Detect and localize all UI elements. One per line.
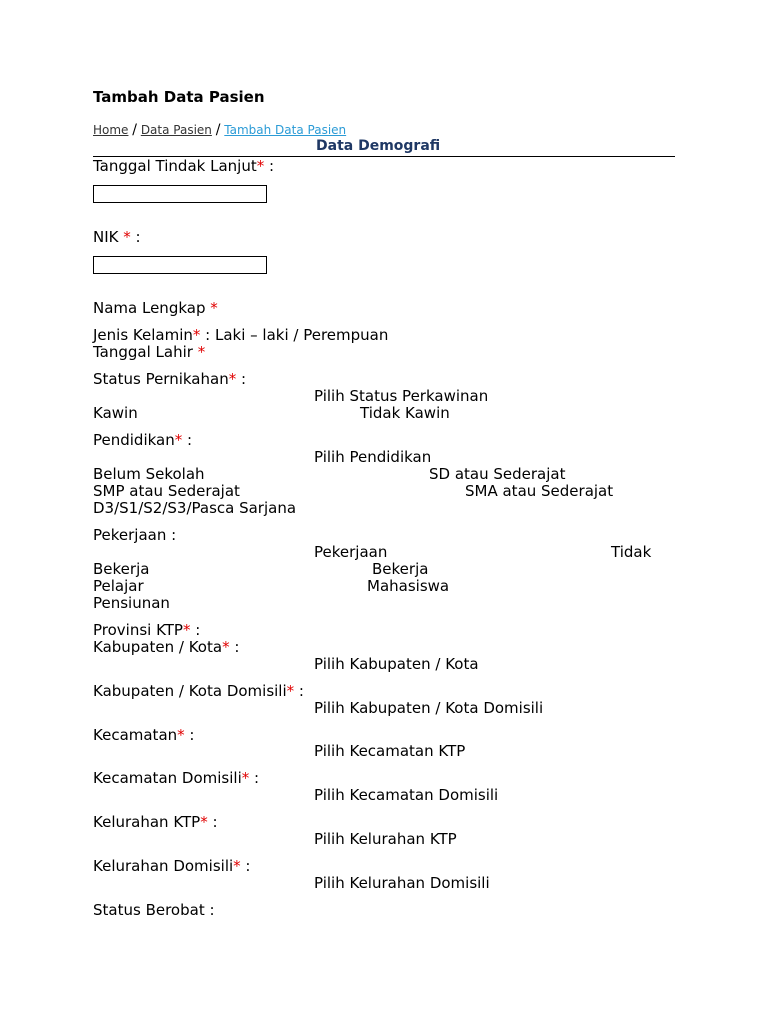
breadcrumb-current-link[interactable]: Tambah Data Pasien [224, 123, 347, 137]
tanggal-tindak-lanjut-label: Tanggal Tindak Lanjut* : [93, 157, 275, 175]
pendidikan-option[interactable]: SMA atau Sederajat [465, 482, 614, 500]
kelurahan-domisili-select[interactable]: Pilih Kelurahan Domisili [314, 874, 490, 892]
nik-input[interactable] [93, 256, 267, 274]
kecamatan-label: Kecamatan* : [93, 726, 195, 744]
pendidikan-option[interactable]: SD atau Sederajat [429, 465, 566, 483]
provinsi-ktp-label: Provinsi KTP* : [93, 621, 201, 639]
required-marker: * [241, 769, 250, 787]
pekerjaan-option[interactable]: Pensiunan [93, 594, 170, 612]
tanggal-tindak-lanjut-input[interactable] [93, 185, 267, 203]
status-option[interactable]: Kawin [93, 404, 138, 422]
pekerjaan-option[interactable]: Tidak [611, 543, 652, 561]
status-berobat-label: Status Berobat : [93, 901, 215, 919]
pekerjaan-label: Pekerjaan : [93, 526, 177, 544]
breadcrumb-home-link[interactable]: Home [93, 123, 129, 137]
breadcrumb-separator: / [132, 122, 137, 138]
status-pernikahan-select[interactable]: Pilih Status Perkawinan [314, 387, 489, 405]
breadcrumb-separator: / [215, 122, 221, 138]
status-option[interactable]: Tidak Kawin [360, 404, 450, 422]
pendidikan-label: Pendidikan* : [93, 431, 193, 449]
kabupaten-kota-domisili-label: Kabupaten / Kota Domisili* : [93, 682, 304, 700]
kabupaten-kota-label: Kabupaten / Kota* : [93, 638, 240, 656]
tanggal-lahir-label: Tanggal Lahir * [93, 343, 206, 361]
kabupaten-kota-select[interactable]: Pilih Kabupaten / Kota [314, 655, 479, 673]
kecamatan-domisili-label: Kecamatan Domisili* : [93, 769, 260, 787]
pekerjaan-option[interactable]: Bekerja [372, 560, 429, 578]
required-marker: * [233, 857, 241, 875]
pekerjaan-option[interactable]: Mahasiswa [367, 577, 450, 595]
required-marker: * [200, 813, 208, 831]
required-marker: * [177, 726, 185, 744]
kabupaten-kota-domisili-select[interactable]: Pilih Kabupaten / Kota Domisili [314, 699, 544, 717]
required-marker: * [222, 638, 230, 656]
required-marker: * [197, 343, 206, 361]
required-marker: * [192, 326, 201, 344]
breadcrumb [93, 123, 346, 137]
required-marker: * [174, 431, 183, 449]
nama-lengkap-label: Nama Lengkap * [93, 299, 218, 317]
required-marker: * [286, 682, 295, 700]
nik-label: NIK * : [93, 228, 141, 246]
required-marker: * [123, 228, 131, 246]
kecamatan-domisili-select[interactable]: Pilih Kecamatan Domisili [314, 786, 499, 804]
kelurahan-ktp-label: Kelurahan KTP* : [93, 813, 218, 831]
breadcrumb-data-pasien-link[interactable]: Data Pasien [140, 123, 212, 137]
required-marker: * [228, 370, 237, 388]
kelurahan-domisili-label: Kelurahan Domisili* : [93, 857, 251, 875]
required-marker: * [210, 299, 218, 317]
status-pernikahan-label: Status Pernikahan* : [93, 370, 247, 388]
pekerjaan-option[interactable]: Pelajar [93, 577, 144, 595]
jenis-kelamin-label[interactable]: Jenis Kelamin* : Laki – laki / Perempuan [93, 326, 389, 344]
pendidikan-option[interactable]: SMP atau Sederajat [93, 482, 240, 500]
pendidikan-option[interactable]: D3/S1/S2/S3/Pasca Sarjana [93, 499, 297, 517]
required-marker: * [256, 157, 265, 175]
pendidikan-select[interactable]: Pilih Pendidikan [314, 448, 432, 466]
section-heading: Data Demografi [316, 138, 441, 154]
kelurahan-ktp-select[interactable]: Pilih Kelurahan KTP [314, 830, 457, 848]
page-title: Tambah Data Pasien [93, 88, 265, 106]
pekerjaan-select[interactable]: Pekerjaan [314, 543, 388, 561]
pendidikan-option[interactable]: Belum Sekolah [93, 465, 205, 483]
pekerjaan-option[interactable]: Bekerja [93, 560, 150, 578]
kecamatan-select[interactable]: Pilih Kecamatan KTP [314, 742, 466, 760]
required-marker: * [182, 621, 191, 639]
